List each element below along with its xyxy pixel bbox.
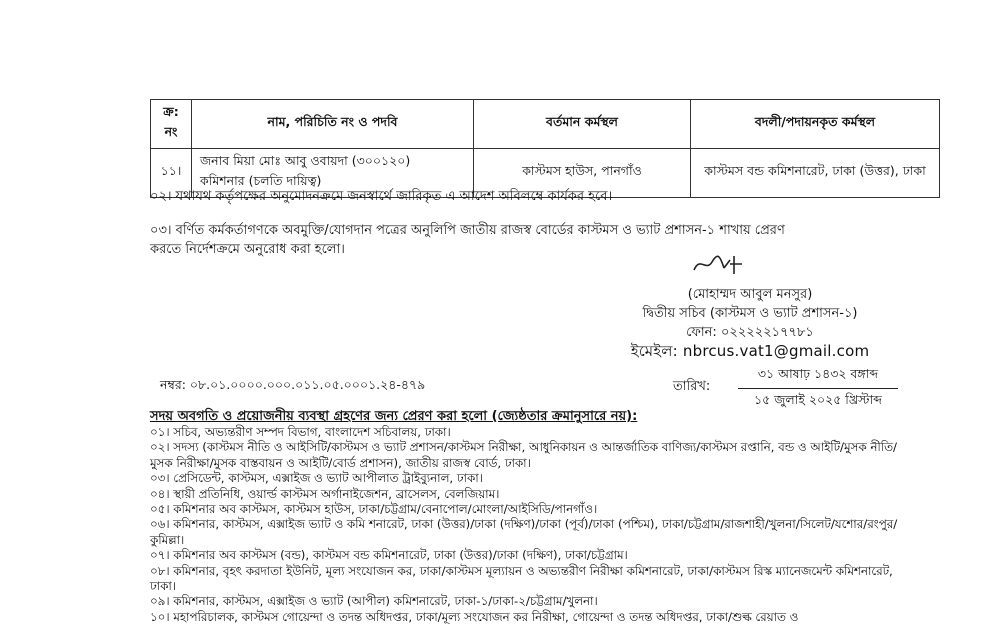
header-new-posting: বদলী/পদায়নকৃত কর্মস্থল xyxy=(691,100,940,149)
header-serial: ক্র: নং xyxy=(151,100,192,149)
date-label: তারিখ: xyxy=(673,379,711,394)
list-item: ০৮। কমিশনার, বৃহৎ করদাতা ইউনিট, মূল্য সংযোজন কর, ঢাকা/কাস্টমস মূল্যায়ন ও অভ্যন্তরীণ নিরীক্ষা কমিশনারেট, ঢাকা/কাস্টমস রিস্ক ম্যানেজমেন্ট কমিশনারেট, ঢাকা। xyxy=(150,563,893,594)
memo-number: নম্বর: ০৮.০১.০০০০.০০০.০১১.০৫.০০০১.২৪-৪৭৯ xyxy=(160,377,426,392)
list-item: ০৯। কমিশনার, কাস্টমস, এক্সাইজ ও ভ্যাট (আপীল) কমিশনারেট, ঢাকা-১/ঢাকা-২/চট্টগ্রাম/খুলনা। xyxy=(150,594,598,609)
signature-mark xyxy=(690,252,750,283)
officer-name: জনাব মিয়া মোঃ আবু ওবায়দা (৩০০১২০) xyxy=(200,153,411,168)
date-block xyxy=(738,366,898,412)
signature-scribble xyxy=(690,252,750,278)
header-current-posting: বর্তমান কর্মস্থল xyxy=(474,100,691,149)
paragraph-2: ০২। যথাযথ কর্তৃপক্ষের অনুমোদনক্রমে জনস্বার্থে জারিকৃত এ আদেশ অবিলম্বে কার্যকর হবে। xyxy=(150,189,613,204)
list-item: ০২। সদস্য (কাস্টমস নীতি ও আইসিটি/কাস্টমস ও ভ্যাট প্রশাসন/কাস্টমস নিরীক্ষা, আধুনিকায়ন ও আন্তর্জাতিক বাণিজ্য/কাস্টমস রপ্তানি, বন্ড ও আইটি/মুসক নীতি/মুসক নিরীক্ষা/মুসক বাস্তবায়ন ও আইটি/বোর্ড প্রশাসন), জাতীয় রাজস্ব বোর্ড, ঢাকা। xyxy=(150,440,897,470)
paragraph-3-line2: করতে নির্দেশক্রমে অনুরোধ করা হলো। xyxy=(150,242,345,257)
signature-block xyxy=(600,285,900,361)
table-header-row xyxy=(151,100,940,149)
distribution-list xyxy=(150,425,910,625)
list-item: ০১। সচিব, অভ্যন্তরীণ সম্পদ বিভাগ, বাংলাদেশ সচিবালয়, ঢাকা। xyxy=(150,425,451,439)
list-item: ০৭। কমিশনার অব কাস্টমস (বন্ড), কাস্টমস বন্ড কমিশনারেট, ঢাকা (উত্তর)/ঢাকা (দক্ষিণ), ঢাকা/চট্টগ্রাম। xyxy=(150,548,628,563)
cell-current-posting: কাস্টমস হাউস, পানগাঁও xyxy=(474,149,691,198)
signatory-designation: দ্বিতীয় সচিব (কাস্টমস ও ভ্যাট প্রশাসন-১) xyxy=(642,306,858,321)
list-item: ০৪। স্থায়ী প্রতিনিধি, ওয়ার্ল্ড কাস্টমস অর্গানাইজেশন, ব্রাসেলস, বেলজিয়াম। xyxy=(150,486,500,501)
list-item: ০৫। কমিশনার অব কাস্টমস, কাস্টমস হাউস, ঢাকা/চট্টগ্রাম/বেনাপোল/মোংলা/আইসিডি/পানগাঁও। xyxy=(150,502,598,517)
list-item: ০৬। কমিশনার, কাস্টমস, এক্সাইজ ভ্যাট ও কমি শনারেট, ঢাকা (উত্তর)/ঢাকা (দক্ষিণ)/ঢাকা (পূর্ব)/ঢাকা (পশ্চিম), ঢাকা/চট্টগ্রাম/রাজশাহী/খুলনা/সিলেট/যশোর/রংপুর/কুমিল্লা। xyxy=(150,517,898,547)
transfer-table xyxy=(150,99,940,198)
signatory-phone: ফোন: ০২২২২২১৭৭৮১ xyxy=(686,325,814,340)
cell-new-posting: কাস্টমস বন্ড কমিশনারেট, ঢাকা (উত্তর), ঢাকা xyxy=(691,149,940,198)
signatory-name: (মোহাম্মদ আবুল মনসুর) xyxy=(687,287,813,302)
paragraph-3-line1: ০৩। বর্ণিত কর্মকর্তাগণকে অবমুক্তি/যোগদান পত্রের অনুলিপি জাতীয় রাজস্ব বোর্ডের কাস্টমস ও ভ্যাট প্রশাসন-১ শাখায় প্রেরণ xyxy=(150,223,785,238)
header-name: নাম, পরিচিতি নং ও পদবি xyxy=(192,100,474,149)
officer-designation: কমিশনার (চলতি দায়িত্ব) xyxy=(200,173,322,188)
date-bangla: ৩১ আষাঢ় ১৪৩২ বঙ্গাব্দ xyxy=(738,366,898,389)
cell-serial: ১১। xyxy=(151,149,192,198)
date-gregorian: ১৫ জুলাই ২০২৫ খ্রিস্টাব্দ xyxy=(754,392,882,407)
list-item: ১০। মহাপরিচালক, কাস্টমস গোয়েন্দা ও তদন্ত অধিদপ্তর, ঢাকা/মূল্য সংযোজন কর নিরীক্ষা, গোয়েন্দা ও তদন্ত অধিদপ্তর, ঢাকা/শুল্ক রেয়াত ও xyxy=(150,609,799,624)
list-item: ০৩। প্রেসিডেন্ট, কাস্টমস, এক্সাইজ ও ভ্যাট আপীলাত ট্রাইব্যুনাল, ঢাকা। xyxy=(150,471,483,486)
distribution-heading: সদয় অবগতি ও প্রয়োজনীয় ব্যবস্থা গ্রহণের জন্য প্রেরণ করা হলো (জ্যেষ্ঠতার ক্রমানুসারে নয়): xyxy=(150,409,638,424)
signatory-email: ইমেইল: nbrcus.vat1@gmail.com xyxy=(630,342,870,360)
